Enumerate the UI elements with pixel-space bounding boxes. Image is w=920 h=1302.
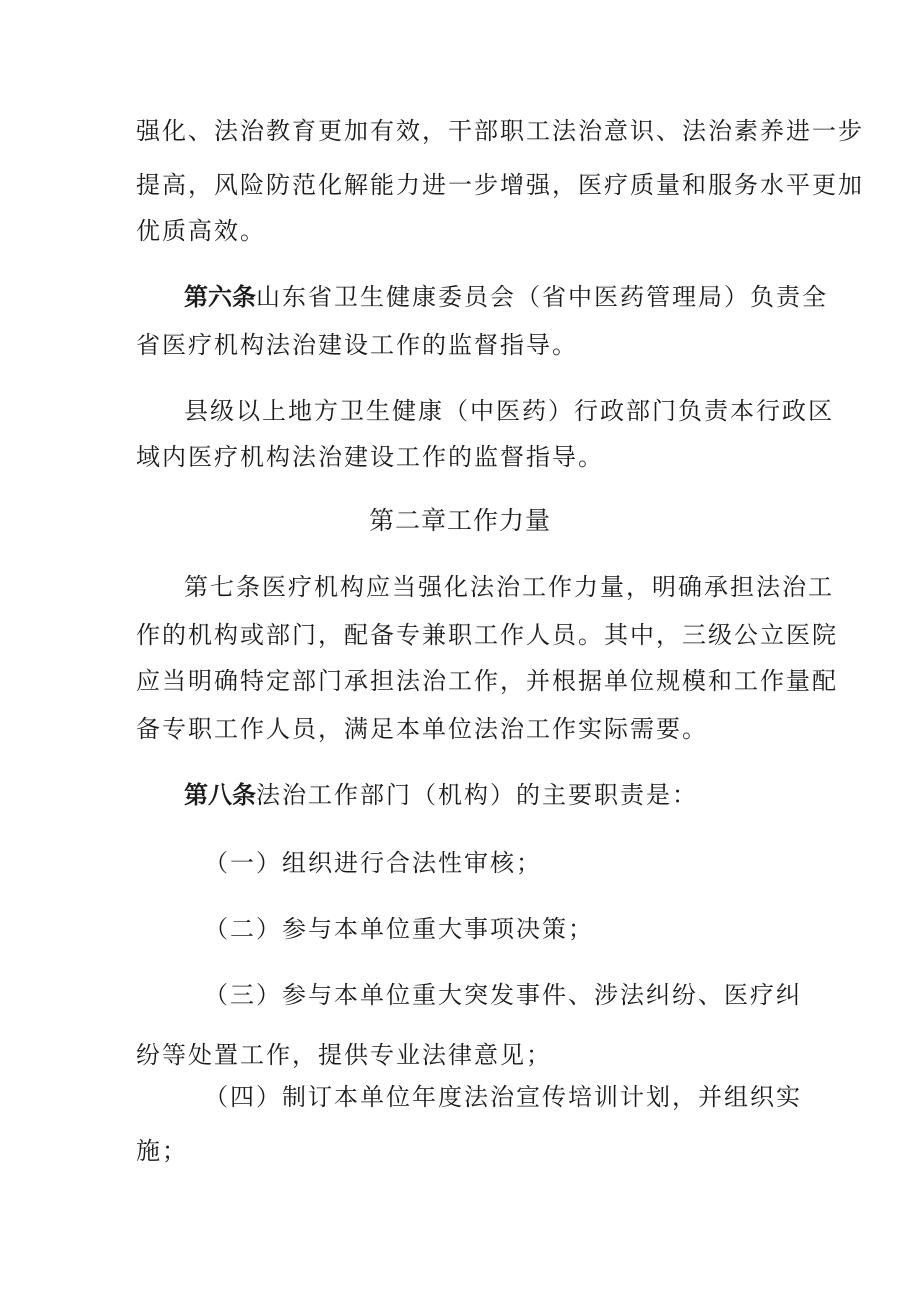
article-7-line-2: 作的机构或部门，配备专兼职工作人员。其中，三级公立医院	[136, 621, 838, 649]
article-7-line-4: 备专职工作人员，满足本单位法治工作实际需要。	[136, 715, 708, 743]
section5-tail-line-2: 提高，风险防范化解能力进一步增强，医疗质量和服务水平更加	[136, 171, 864, 199]
section5-tail-line-3: 优质高效。	[136, 217, 266, 245]
duty-item-2: （二）参与本单位重大事项决策；	[204, 915, 594, 943]
article-8-line	[184, 780, 698, 810]
article-6-label: 第六条	[184, 283, 256, 311]
duty-item-1: （一）组织进行合法性审核；	[204, 849, 542, 877]
article-7-line-1: 第七条医疗机构应当强化法治工作力量，明确承担法治工	[184, 573, 834, 601]
article-6-paragraph-2-line-1: 县级以上地方卫生健康（中医药）行政部门负责本行政区	[184, 397, 834, 425]
article-8-text: 法治工作部门（机构）的主要职责是：	[256, 781, 698, 809]
duty-item-4-line-2: 施；	[136, 1137, 188, 1165]
section5-tail-line-1: 强化、法治教育更加有效，干部职工法治意识、法治素养进一步	[136, 117, 864, 145]
article-7-line-3: 应当明确特定部门承担法治工作，并根据单位规模和工作量配	[136, 667, 838, 695]
article-6-text: 山东省卫生健康委员会（省中医药管理局）负责全	[256, 283, 828, 311]
article-8-label: 第八条	[184, 781, 256, 809]
duty-item-4-line-1: （四）制订本单位年度法治宣传培训计划，并组织实	[204, 1083, 802, 1111]
duty-item-3-line-1: （三）参与本单位重大突发事件、涉法纠纷、医疗纠	[204, 981, 802, 1009]
article-6-paragraph-2-line-2: 域内医疗机构法治建设工作的监督指导。	[136, 443, 604, 471]
duty-item-3-line-2: 纷等处置工作，提供专业法律意见；	[136, 1041, 552, 1069]
article-6-line-1	[184, 282, 828, 312]
article-6-line-2: 省医疗机构法治建设工作的监督指导。	[136, 331, 578, 359]
chapter-title: 第二章工作力量	[368, 506, 551, 535]
